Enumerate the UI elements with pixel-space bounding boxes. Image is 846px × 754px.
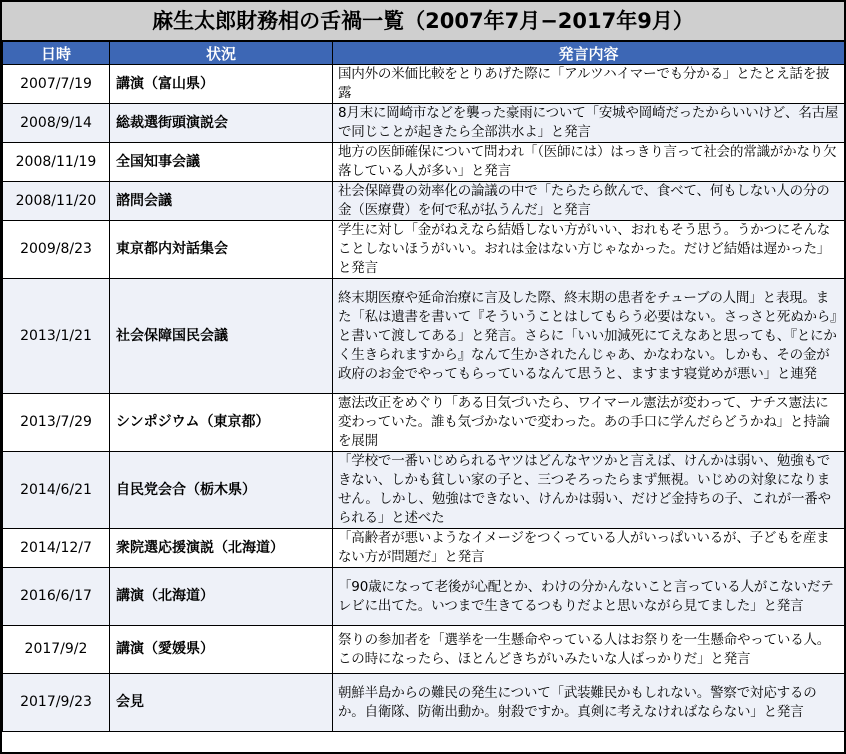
row-statement: 「高齢者が悪いようなイメージをつくっている人がいっぱいいるが、子どもを産まない方が問題だ」と発言 <box>333 529 845 568</box>
row-situation: 諮問会議 <box>110 182 333 221</box>
table-row <box>3 221 845 279</box>
row-statement: 社会保障費の効率化の論議の中で「たらたら飲んで、食べて、何もしない人の分の金（医療費）を何で私が払うんだ」と発言 <box>333 182 845 221</box>
row-situation: 講演（北海道） <box>110 568 333 626</box>
row-statement: 8月末に岡崎市などを襲った豪雨について「安城や岡崎だったからいいけど、名古屋で同じことが起きたら全部洪水よ」と発言 <box>333 104 845 143</box>
row-situation: 社会保障国民会議 <box>110 279 333 394</box>
row-date: 2009/8/23 <box>3 221 110 279</box>
table-row <box>3 182 845 221</box>
row-date: 2016/6/17 <box>3 568 110 626</box>
row-date: 2017/9/23 <box>3 674 110 732</box>
header-situation: 状況 <box>110 42 333 65</box>
gaffe-table <box>2 41 845 732</box>
row-situation: 自民党会合（栃木県） <box>110 452 333 529</box>
row-situation: 講演（富山県） <box>110 65 333 104</box>
header-statement: 発言内容 <box>333 42 845 65</box>
table-header-row <box>3 42 845 65</box>
row-situation: 総裁選街頭演説会 <box>110 104 333 143</box>
row-date: 2014/6/21 <box>3 452 110 529</box>
row-situation: 全国知事会議 <box>110 143 333 182</box>
table-row <box>3 674 845 732</box>
row-situation: シンポジウム（東京都） <box>110 394 333 452</box>
table-row <box>3 529 845 568</box>
row-statement: 憲法改正をめぐり「ある日気づいたら、ワイマール憲法が変わって、ナチス憲法に変わっていた。誰も気づかないで変わった。あの手口に学んだらどうかね」と持論を展開 <box>333 394 845 452</box>
table-row <box>3 452 845 529</box>
table-row <box>3 394 845 452</box>
row-date: 2013/7/29 <box>3 394 110 452</box>
table-row <box>3 279 845 394</box>
page-title: 麻生太郎財務相の舌禍一覧（2007年7月−2017年9月） <box>2 2 844 41</box>
table-row <box>3 568 845 626</box>
table-row <box>3 104 845 143</box>
row-statement: 「90歳になって老後が心配とか、わけの分かんないこと言っている人がこないだテレビに出てた。いつまで生きてるつもりだよと思いながら見てました」と発言 <box>333 568 845 626</box>
row-date: 2017/9/2 <box>3 626 110 674</box>
row-date: 2008/11/19 <box>3 143 110 182</box>
table-row <box>3 143 845 182</box>
row-date: 2008/11/20 <box>3 182 110 221</box>
row-situation: 衆院選応援演説（北海道） <box>110 529 333 568</box>
row-statement: 朝鮮半島からの難民の発生について「武装難民かもしれない。警察で対応するのか。自衛隊、防衛出動か。射殺ですか。真剣に考えなければならない」と発言 <box>333 674 845 732</box>
row-statement: 終末期医療や延命治療に言及した際、終末期の患者をチューブの人間」と表現。また「私は遺書を書いて『そういうことはしてもらう必要はない。さっさと死ぬから』と書いて渡してある」と発言。さらに「いい加減死にてえなあと思っても、『とにかく生きられますから』なんて生かされたんじゃあ、かなわない。しかも、その金が政府のお金でやってもらっているなんて思うと、ますます寝覚めが悪い」と連発 <box>333 279 845 394</box>
row-situation: 東京都内対話集会 <box>110 221 333 279</box>
table-row <box>3 626 845 674</box>
row-date: 2007/7/19 <box>3 65 110 104</box>
row-date: 2008/9/14 <box>3 104 110 143</box>
row-statement: 国内外の米価比較をとりあげた際に「アルツハイマーでも分かる」とたとえ話を披露 <box>333 65 845 104</box>
row-situation: 会見 <box>110 674 333 732</box>
row-statement: 地方の医師確保について問われ「（医師には）はっきり言って社会的常識がかなり欠落している人が多い」と発言 <box>333 143 845 182</box>
table-row <box>3 65 845 104</box>
row-statement: 「学校で一番いじめられるヤツはどんなヤツかと言えば、けんかは弱い、勉強もできない、しかも貧しい家の子と、三つそろったらまず無視。いじめの対象になりません。しかし、勉強はできない、けんかは弱い、だけど金持ちの子、これが一番やられる」と述べた <box>333 452 845 529</box>
row-situation: 講演（愛媛県） <box>110 626 333 674</box>
row-statement: 祭りの参加者を「選挙を一生懸命やっている人はお祭りを一生懸命やっている人。この時になったら、ほとんどきちがいみたいな人ばっかりだ」と発言 <box>333 626 845 674</box>
row-date: 2014/12/7 <box>3 529 110 568</box>
row-date: 2013/1/21 <box>3 279 110 394</box>
row-statement: 学生に対し「金がねえなら結婚しない方がいい、おれもそう思う。うかつにそんなことしないほうがいい。おれは金はない方じゃなかった。だけど結婚は遅かった」と発言 <box>333 221 845 279</box>
header-date: 日時 <box>3 42 110 65</box>
